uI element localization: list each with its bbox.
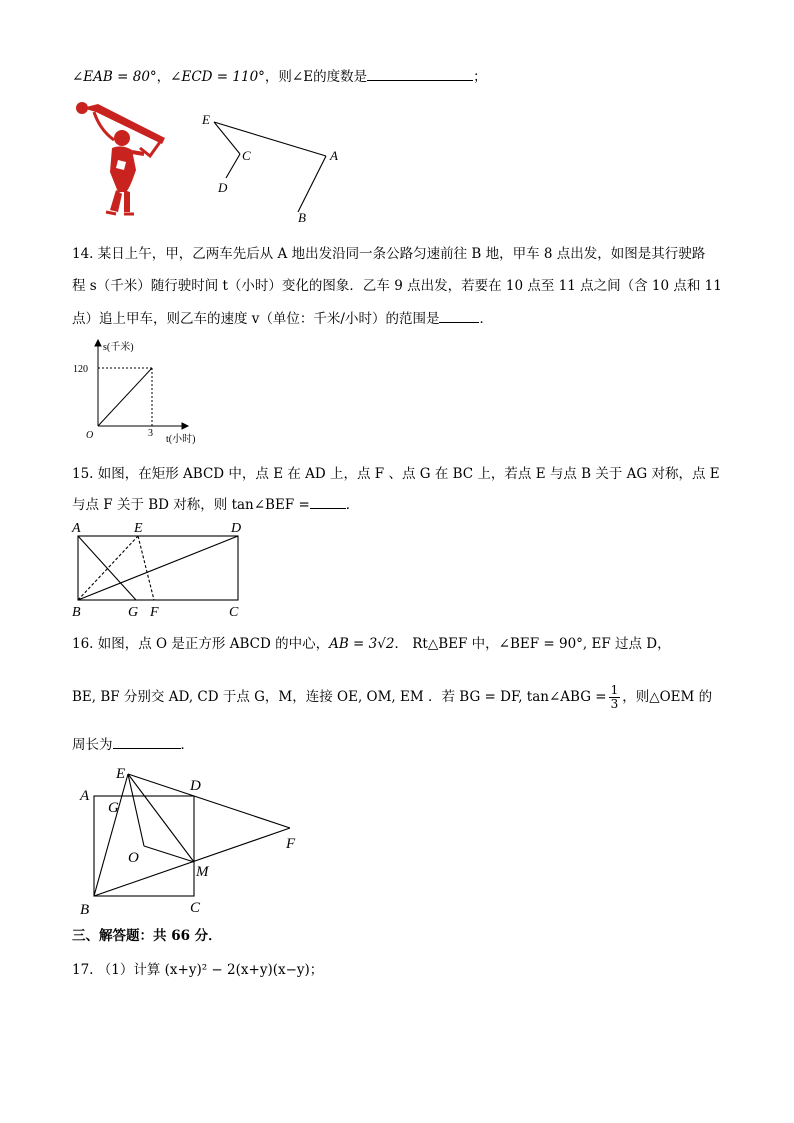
point-label-C: C — [190, 900, 201, 916]
q14-line1: 14. 某日上午，甲，乙两车先后从 A 地出发沿同一条公路匀速前往 B 地，甲车 8 点出发，如图是其行驶路 — [72, 246, 706, 262]
point-label-E: E — [116, 766, 126, 782]
point-label-A: A — [72, 521, 81, 536]
segment-BF — [94, 828, 290, 896]
q17-text: 17. （1）计算 (x+y)² − 2(x+y)(x−y)； — [72, 962, 324, 978]
q14-distance-time-graph — [70, 338, 220, 448]
segment-OM — [144, 846, 194, 862]
point-label-B: B — [298, 210, 306, 225]
point-label-G: G — [128, 605, 139, 620]
q13-answer-blank — [367, 66, 473, 81]
q14-answer-blank — [439, 308, 479, 323]
segment-CD — [226, 154, 240, 178]
graph-ytick-120: 120 — [73, 364, 88, 375]
q14-line3: 点）追上甲车，则乙车的速度 v（单位：千米/小时）的范围是 ． — [72, 308, 493, 329]
point-label-C: C — [242, 148, 251, 163]
point-label-C: C — [229, 605, 239, 620]
segment-AB — [298, 156, 326, 212]
q15-rectangle-figure — [66, 518, 256, 622]
point-label-E: E — [202, 112, 210, 127]
q16-square-figure — [72, 760, 312, 920]
section-3-heading: 三、解答题：共 66 分． — [72, 928, 222, 944]
point-label-B: B — [80, 902, 90, 918]
point-label-B: B — [72, 605, 81, 620]
point-label-M: M — [196, 864, 209, 880]
point-label-O: O — [128, 850, 139, 866]
graph-xlabel: t(小时) — [166, 434, 196, 445]
q13-text: ∠EAB = 80°，∠ECD = 110°，则∠E的度数是 ； — [72, 66, 487, 87]
segment-EA — [214, 122, 326, 156]
point-label-E: E — [134, 521, 143, 536]
q14-line2: 程 s（千米）随行驶时间 t（小时）变化的图象．乙车 9 点出发，若要在 10 点至 11 点之间（含 10 点和 11 — [72, 278, 722, 294]
point-label-G: G — [108, 800, 119, 816]
fraction-one-third: $\frac{1}{3}$ — [610, 683, 619, 711]
point-label-D: D — [231, 521, 242, 536]
segment-BE — [94, 774, 128, 896]
segment-EF — [128, 774, 290, 828]
graph-ylabel: s(千米) — [103, 342, 134, 353]
point-label-A: A — [80, 788, 90, 804]
x-axis-arrow — [182, 423, 188, 429]
graph-xtick-3: 3 — [148, 428, 153, 439]
y-axis-arrow — [95, 340, 101, 346]
diagonal-BD — [78, 536, 238, 600]
rope-skipper-illustration — [70, 100, 170, 218]
q15-line2: 与点 F 关于 BD 对称，则 tan∠BEF = ． — [72, 494, 359, 515]
car-jia-line — [98, 368, 152, 426]
graph-origin: O — [86, 430, 94, 441]
segment-EF — [138, 536, 154, 600]
point-label-D: D — [190, 778, 201, 794]
point-label-D: D — [218, 180, 228, 195]
q16-line1: 16. 如图，点 O 是正方形 ABCD 的中心，AB = 3√2． Rt△BEF 中，∠BEF = 90°, EF 过点 D， — [72, 636, 671, 652]
segment-EC — [214, 122, 240, 154]
q16-answer-blank — [113, 734, 181, 749]
point-label-F: F — [286, 836, 296, 852]
point-label-A: A — [330, 148, 338, 163]
q15-line1: 15. 如图，在矩形 ABCD 中，点 E 在 AD 上，点 F 、点 G 在 BC 上，若点 E 与点 B 关于 AG 对称，点 E — [72, 466, 720, 482]
q15-answer-blank — [310, 494, 346, 509]
point-label-F: F — [150, 605, 159, 620]
q13-angle-figure — [190, 104, 360, 226]
q16-line2: BE, BF 分别交 AD, CD 于点 G，M，连接 OE, OM, EM ．若 BG = DF, tan∠ABG = $\frac{1}{3}$ ，则△OEM 的 — [72, 683, 713, 711]
q16-line3: 周长为 ． — [72, 734, 194, 755]
